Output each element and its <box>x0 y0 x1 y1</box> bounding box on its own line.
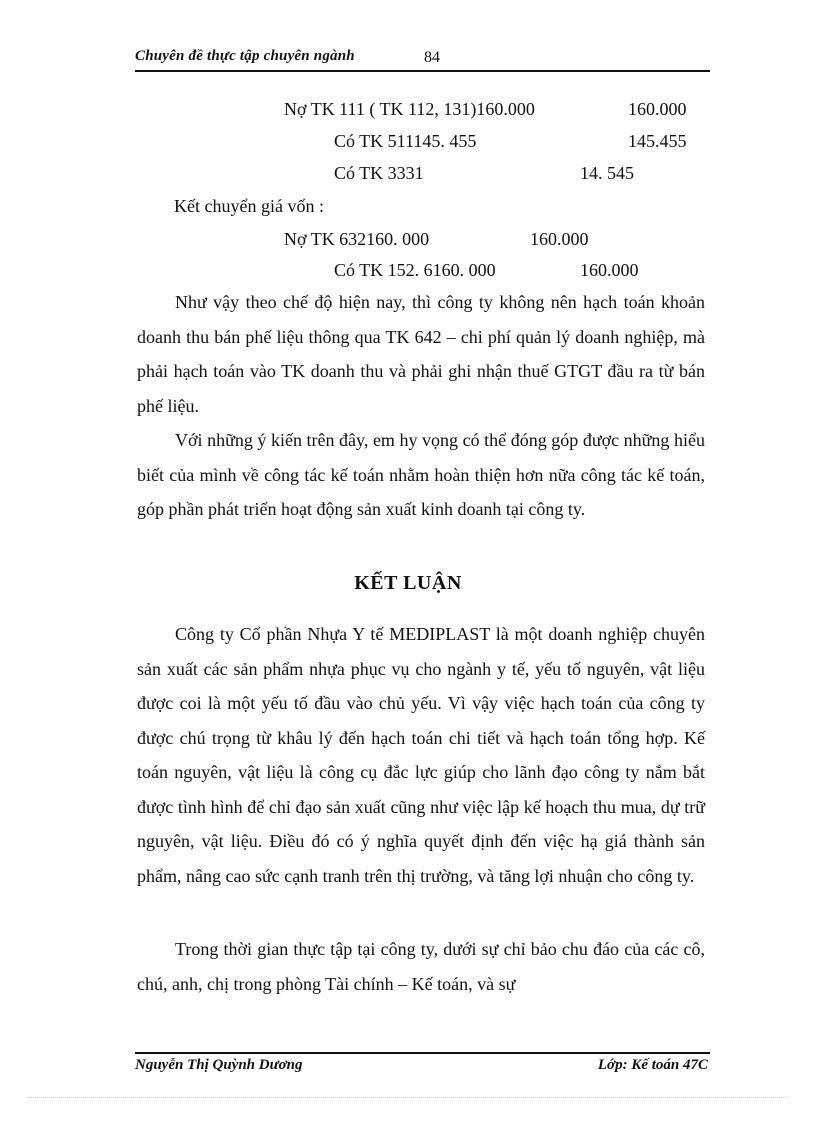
entry-account: Có TK 3331 <box>334 163 424 183</box>
footer-class: Lớp: Kế toán 47C <box>597 1057 708 1073</box>
entry-amount: 160.000 <box>530 229 589 249</box>
header-rule <box>135 70 710 72</box>
entry-amount: 160.000 <box>628 99 687 119</box>
entry-amount: 145.455 <box>628 131 687 151</box>
entry-account: Nợ TK 632160. 000 <box>284 229 430 249</box>
header-title: Chuyên đề thực tập chuyên ngành <box>135 48 355 64</box>
entry-amount: 14. 545 <box>580 163 634 183</box>
paragraph-company: Công ty Cổ phần Nhựa Y tế MEDIPLAST là một doanh nghiệp chuyên sản xuất các sản phẩm nhựa phục vụ cho ngành y tế, yếu tố nguyên, vật liệu được coi là một yếu tố đầu vào chủ yếu. Vì vậy việc hạch toán của công ty được chú trọng từ khâu lý đến hạch toán chi tiết và hạch toán tổng hợp. Kế toán nguyên, vật liệu là công cụ đắc lực giúp cho lãnh đạo công ty nắm bắt được tình hình để chỉ đạo sản xuất cũng như việc lập kế hoạch thu mua, dự trữ nguyên, vật liệu. Điều đó có ý nghĩa quyết định đến việc hạ giá thành sản phẩm, nâng cao sức cạnh tranh trên thị trường, và tăng lợi nhuận cho công ty. <box>137 624 705 886</box>
entry-account: Có TK 152. 6160. 000 <box>334 260 496 280</box>
footer-rule <box>135 1052 710 1054</box>
entry-amount: 160.000 <box>580 260 639 280</box>
paragraph-opinions: Với những ý kiến trên đây, em hy vọng có thể đóng góp được những hiểu biết của mình về công tác kế toán nhằm hoàn thiện hơn nữa công tác kế toán, góp phần phát triển hoạt động sản xuất kinh doanh tại công ty. <box>137 430 705 519</box>
footer-author: Nguyễn Thị Quỳnh Dương <box>135 1057 303 1073</box>
entry-account: Có TK 511145. 455 <box>334 131 477 151</box>
cost-transfer-label: Kết chuyển giá vốn : <box>174 196 324 216</box>
paragraph-internship: Trong thời gian thực tập tại công ty, dưới sự chỉ bảo chu đáo của các cô, chú, anh, chị trong phòng Tài chính – Kế toán, và sự <box>137 939 705 994</box>
entry-account: Nợ TK 111 ( TK 112, 131)160.000 <box>284 99 535 119</box>
page-number: 84 <box>424 49 440 66</box>
conclusion-heading: KẾT LUẬN <box>354 572 462 594</box>
paragraph-regulation: Như vậy theo chế độ hiện nay, thì công ty không nên hạch toán khoản doanh thu bán phế liệu thông qua TK 642 – chi phí quản lý doanh nghiệp, mà phải hạch toán vào TK doanh thu và phải ghi nhận thuế GTGT đầu ra từ bán phế liệu. <box>137 292 705 416</box>
page-edge-divider <box>28 1097 788 1098</box>
